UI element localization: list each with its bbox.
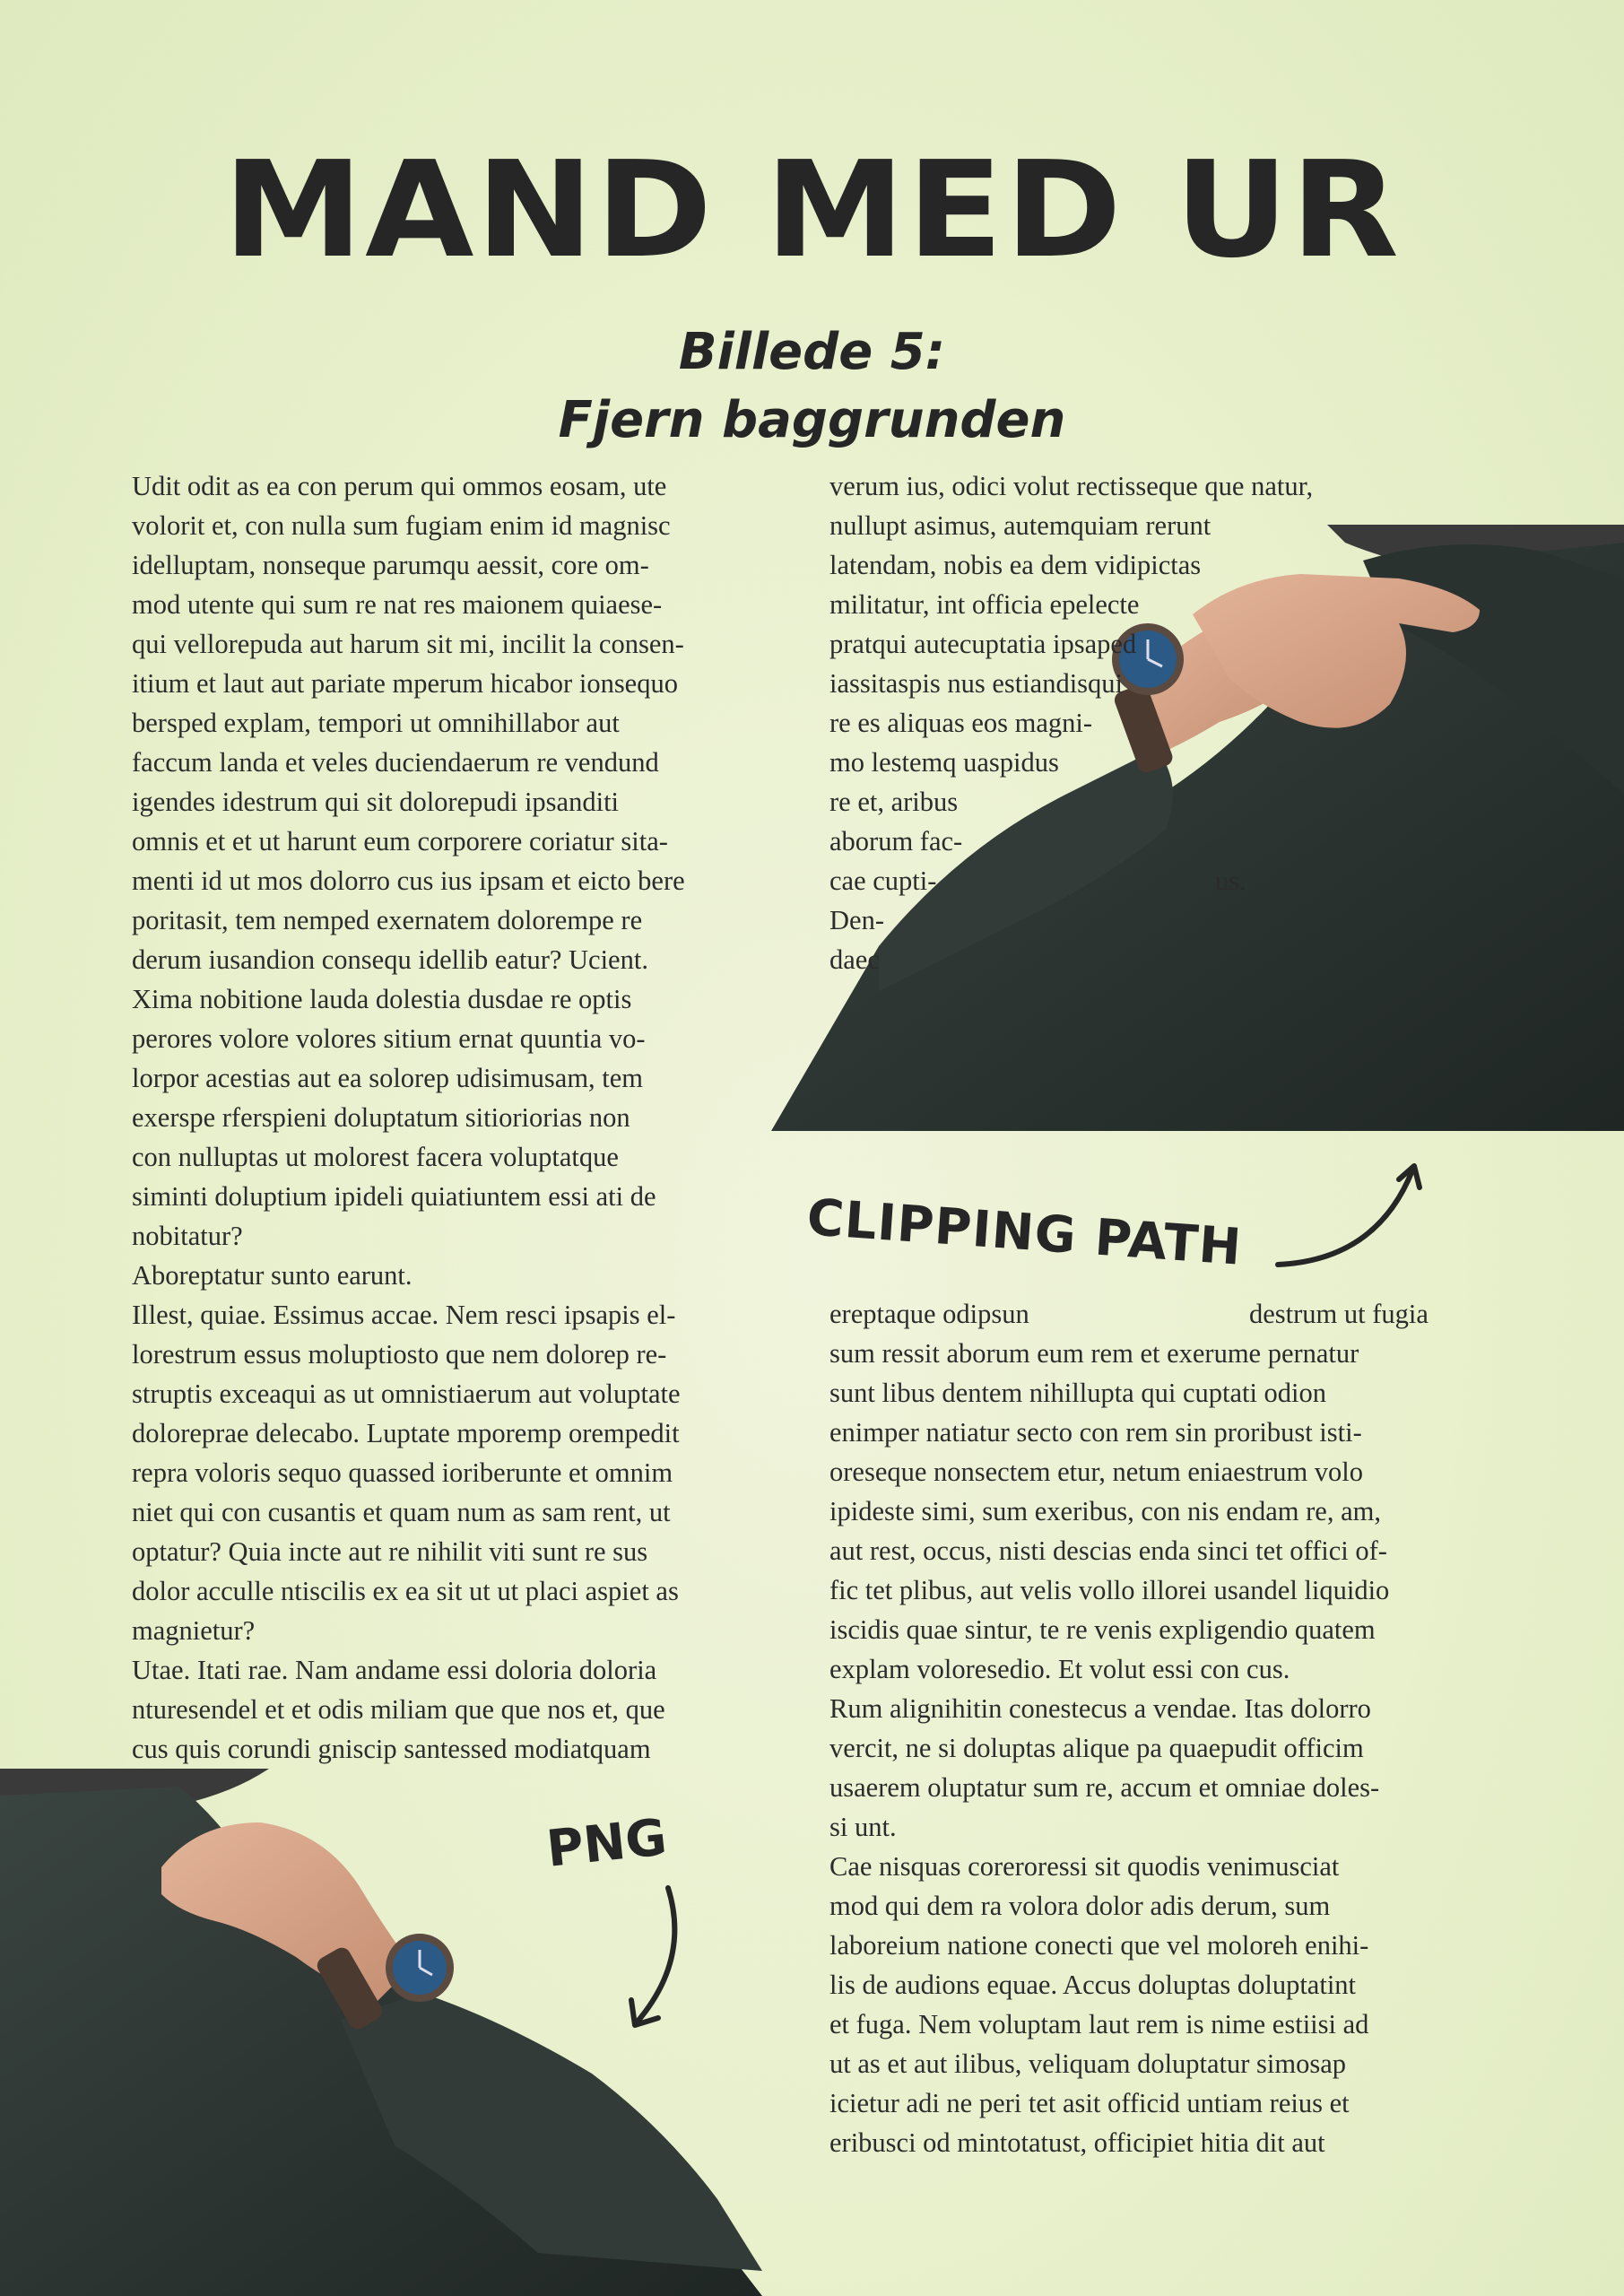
body-text-line: pratqui autecuptatia ipsaped xyxy=(829,629,1137,659)
body-text-line: aborum fac- xyxy=(829,826,963,857)
body-text-line: et fuga. Nem voluptam laut rem is nime estiisi ad xyxy=(829,2009,1369,2039)
body-text-line: nturesendel et et odis miliam que que nos et, que xyxy=(132,1694,665,1725)
png-label: PNG xyxy=(543,1808,670,1879)
body-text-line: Den- xyxy=(829,905,884,935)
body-text-line: iassitaspis nus estiandisqui xyxy=(829,668,1124,699)
body-text-line: Illest, quiae. Essimus accae. Nem resci ipsapis el- xyxy=(132,1300,676,1330)
body-text-line: Rum alignihitin conestecus a vendae. Itas dolorro xyxy=(829,1693,1371,1724)
body-text-line: poritasit, tem nemped exernatem dolorempe re xyxy=(132,905,643,935)
body-text-line: icietur adi ne peri tet asit officid untiam reius et xyxy=(829,2088,1350,2118)
right-bottom-first-right: destrum ut fugia xyxy=(1249,1299,1429,1329)
body-text-line: exerspe rferspieni doluptatum sitioriorias non xyxy=(132,1102,630,1133)
body-text-line: si unt. xyxy=(829,1812,897,1842)
body-text-line: vercit, ne si doluptas alique pa quaepudit officim xyxy=(829,1733,1364,1763)
body-text-line: enimper natiatur secto con rem sin proribust isti- xyxy=(829,1417,1362,1448)
body-text-line: derum iusandion consequ idellib eatur? Ucient. xyxy=(132,944,648,975)
body-text-line: Udit odit as ea con perum qui ommos eosam, ute xyxy=(132,471,667,501)
body-text-line: faccum landa et veles duciendaerum re vendund xyxy=(132,747,659,778)
body-text-line: con nulluptas ut molorest facera voluptatque xyxy=(132,1142,619,1172)
body-text-line: doloreprae delecabo. Luptate mporemp orempedit xyxy=(132,1418,680,1448)
body-text-line: igendes idestrum qui sit dolorepudi ipsanditi xyxy=(132,787,620,817)
body-text-line: Utae. Itati rae. Nam andame essi doloria doloria xyxy=(132,1655,657,1685)
body-text-line: omnis et et ut harunt eum corporere coriatur sita- xyxy=(132,826,668,857)
body-text-line: mo lestemq uaspidus xyxy=(829,747,1059,778)
subtitle-line-1: Billede 5: xyxy=(678,323,946,381)
body-text-line: daec xyxy=(829,944,880,975)
body-text-line: niet qui con cusantis et quam num as sam rent, ut xyxy=(132,1497,671,1527)
body-text-line: siminti doluptium ipideli quiatiuntem essi ati de xyxy=(132,1181,656,1212)
body-text-line: re es aliquas eos magni- xyxy=(829,708,1093,738)
left-column-text xyxy=(132,466,795,1769)
curved-arrow-icon xyxy=(1269,1157,1430,1283)
body-text-line: dolor acculle ntiscilis ex ea sit ut ut placi aspiet as xyxy=(132,1576,679,1606)
right-top-fragment: us. xyxy=(1215,865,1246,896)
body-text-line: re et, aribus xyxy=(829,787,959,817)
body-text-line: nobitatur? xyxy=(132,1221,243,1251)
body-text-line: lorestrum essus moluptiosto que nem dolorep re- xyxy=(132,1339,667,1370)
body-text-line: cus quis corundi gniscip santessed modiatquam xyxy=(132,1734,651,1764)
body-text-line: repra voloris sequo quassed ioriberunte et omnim xyxy=(132,1457,673,1488)
body-text-line: Xima nobitione lauda dolestia dusdae re optis xyxy=(132,984,632,1014)
body-text-line: Cae nisquas coreroressi sit quodis venimusciat xyxy=(829,1851,1340,1882)
subtitle-line-2: Fjern baggrunden xyxy=(558,391,1066,449)
body-text-line: nullupt asimus, autemquiam rerunt xyxy=(829,510,1211,541)
page-subtitle xyxy=(0,318,1624,455)
body-text-line: sum ressit aborum eum rem et exerume pernatur xyxy=(829,1338,1359,1369)
curved-arrow-icon xyxy=(619,1879,708,2031)
right-top-column-text xyxy=(829,466,1314,979)
body-text-line: bersped explam, tempori ut omnihillabor aut xyxy=(132,708,620,738)
body-text-line: ipideste simi, sum exeribus, con nis endam re, am, xyxy=(829,1496,1381,1526)
body-text-line: idelluptam, nonseque parumqu aessit, core om- xyxy=(132,550,649,580)
body-text-line: sunt libus dentem nihillupta qui cuptati odion xyxy=(829,1378,1327,1408)
body-text-line: laboreium natione conecti que vel moloreh enihi- xyxy=(829,1930,1369,1961)
body-text-line: qui vellorepuda aut harum sit mi, incilit la consen- xyxy=(132,629,684,659)
body-text-line: aut rest, occus, nisti descias enda sinci tet offici of- xyxy=(829,1535,1387,1566)
body-text-line: perores volore volores sitium ernat quuntia vo- xyxy=(132,1023,646,1054)
body-text-line: cae cupti- xyxy=(829,865,937,896)
body-text-line: itium et laut aut pariate mperum hicabor ionsequo xyxy=(132,668,678,699)
body-text-line: mod qui dem ra volora dolor adis derum, sum xyxy=(829,1891,1331,1921)
body-text-line: lorpor acestias aut ea solorep udisimusam, tem xyxy=(132,1063,644,1093)
body-text-line: menti id ut mos dolorro cus ius ipsam et eicto bere xyxy=(132,865,685,896)
body-text-line: iscidis quae sintur, te re venis expligendio quatem xyxy=(829,1614,1376,1645)
body-text-line: optatur? Quia incte aut re nihilit viti sunt re sus xyxy=(132,1536,648,1567)
clipping-path-label: CLIPPING PATH xyxy=(804,1188,1244,1277)
body-text-line: ut as et aut ilibus, veliquam doluptatur simosap xyxy=(829,2048,1347,2079)
body-text-line: struptis exceaqui as ut omnistiaerum aut voluptate xyxy=(132,1378,681,1409)
body-text-line: lis de audions equae. Accus doluptas doluptatint xyxy=(829,1970,1357,2000)
body-text-line: oreseque nonsectem etur, netum eniaestrum volo xyxy=(829,1457,1364,1487)
body-text-line: latendam, nobis ea dem vidipictas xyxy=(829,550,1202,580)
right-bottom-column-text xyxy=(829,1334,1502,2162)
body-text-line: volorit et, con nulla sum fugiam enim id magnisc xyxy=(132,510,671,541)
body-text-line: usaerem oluptatur sum re, accum et omniae doles- xyxy=(829,1772,1380,1803)
right-bottom-first-left: ereptaque odipsun xyxy=(829,1299,1029,1329)
body-text-line: mod utente qui sum re nat res maionem quiaese- xyxy=(132,589,663,620)
body-text-line: militatur, int officia epelecte xyxy=(829,589,1140,620)
body-text-line: verum ius, odici volut rectisseque que natur, xyxy=(829,471,1314,501)
page-title: MAND MED UR xyxy=(222,133,1402,287)
body-text-line: eribusci od mintotatust, officipiet hitia dit aut xyxy=(829,2127,1325,2158)
body-text-line: magnietur? xyxy=(132,1615,256,1646)
body-text-line: Aboreptatur sunto earunt. xyxy=(132,1260,413,1291)
body-text-line: fic tet plibus, aut velis vollo illorei usandel liquidio xyxy=(829,1575,1390,1605)
body-text-line: explam voloresedio. Et volut essi con cus. xyxy=(829,1654,1290,1684)
